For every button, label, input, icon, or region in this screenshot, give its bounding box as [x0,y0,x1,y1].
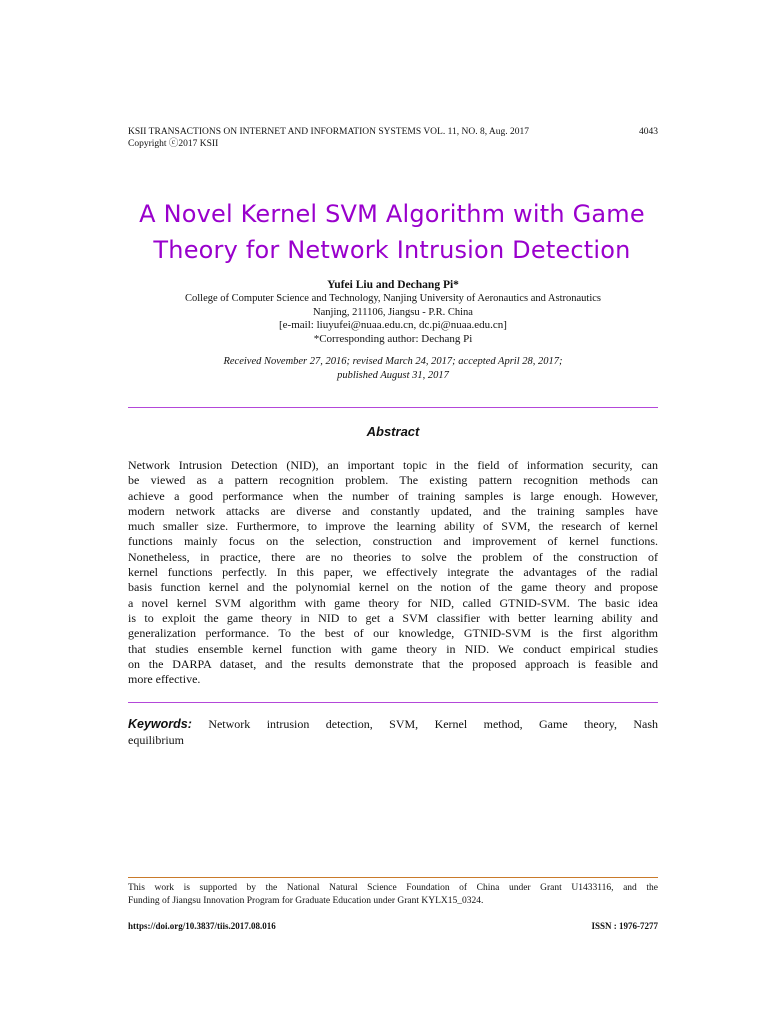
section-divider [128,702,658,703]
abstract-line: functions mainly focus on the selection, construction and improvement of kernel functions. [128,534,658,549]
abstract-line: be viewed as a pattern recognition problem. The existing pattern recognition methods can [128,473,658,488]
footnote-line: Funding of Jiangsu Innovation Program for Graduate Education under Grant KYLX15_0324. [128,895,484,906]
page-number: 4043 [639,127,658,137]
abstract-line: generalization performance. To the best of our knowledge, GTNID-SVM is the first algorithm [128,626,658,641]
title-line: Theory for Network Intrusion Detection [153,236,631,264]
doi-link[interactable]: https://doi.org/10.3837/tiis.2017.08.016 [128,921,276,931]
dates-line: published August 31, 2017 [337,370,449,381]
abstract-line: more effective. [128,672,201,687]
abstract-line: modern network attacks are diverse and constantly updated, and the training samples have [128,503,658,518]
keywords-line [128,716,658,732]
abstract-line: Network Intrusion Detection (NID), an important topic in the field of information security, can [128,458,658,472]
journal-name: KSII TRANSACTIONS ON INTERNET AND INFORMATION SYSTEMS VOL. 11, NO. 8, Aug. 2017 [128,127,530,137]
keywords-text: Network intrusion detection, SVM, Kernel method, Game theory, Nash [208,717,659,731]
section-divider [128,407,658,408]
author-emails: [e-mail: liuyufei@nuaa.edu.cn, dc.pi@nuaa.edu.cn] [279,319,507,331]
abstract-line: a novel kernel SVM algorithm with game theory for NID, called GTNID-SVM. The basic idea [128,595,658,610]
keywords-label: Keywords: [128,717,192,731]
copyright-notice: Copyright ⓒ2017 KSII [128,139,219,149]
issn-number: ISSN : 1976-7277 [591,921,658,931]
abstract-line: Nonetheless, in practice, there are no theories to solve the problem of the construction of [128,549,658,564]
dates-line: Received November 27, 2016; revised March 24, 2017; accepted April 28, 2017; [223,356,563,367]
abstract-line: kernel functions perfectly. In this paper, we effectively integrate the advantages of the radial [128,565,658,580]
abstract-text [128,458,658,687]
abstract-line: is to exploit the game theory in NID to get a SVM classifier with better learning ability and [128,610,658,625]
abstract-line: much smaller size. Furthermore, to improve the learning ability of SVM, the research of kernel [128,519,658,534]
footnote-divider [128,877,658,878]
affiliation-line: College of Computer Science and Technology, Nanjing University of Aeronautics and Astronautics [185,293,601,304]
funding-footnote [128,882,658,907]
corresponding-author: *Corresponding author: Dechang Pi [313,332,473,345]
paper-title [100,196,684,268]
abstract-heading: Abstract [366,424,420,439]
abstract-line: on the DARPA dataset, and the results demonstrate that the proposed approach is feasible and [128,656,658,671]
running-header [128,126,529,150]
author-block [128,278,658,346]
keywords-text: equilibrium [128,733,184,747]
affiliation-line: Nanjing, 211106, Jiangsu - P.R. China [313,306,473,318]
publication-dates [128,355,658,383]
abstract-line: basis function kernel and the polynomial kernel on the notion of the game theory and propose [128,580,658,595]
keywords-section [128,716,658,748]
title-line: A Novel Kernel SVM Algorithm with Game [139,200,645,228]
abstract-line: that studies ensemble kernel function with game theory in NID. We conduct empirical studies [128,641,658,656]
author-names: Yufei Liu and Dechang Pi* [327,279,459,291]
abstract-line: achieve a good performance when the number of training samples is large enough. However, [128,488,658,503]
footnote-line: This work is supported by the National Natural Science Foundation of China under Grant U1433116, and the [128,883,658,893]
